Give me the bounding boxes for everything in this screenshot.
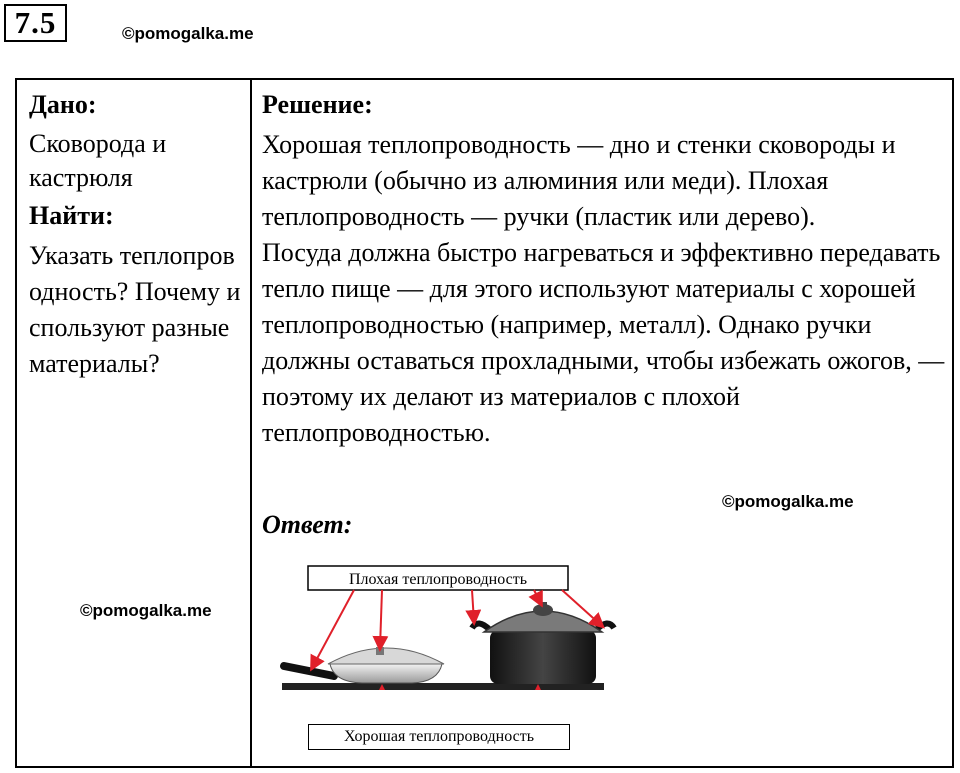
stove-surface [282,683,604,690]
watermark-top: ©pomogalka.me [122,24,254,43]
given-text: Сковорода и кастрюля [29,129,167,192]
solution-paragraph-2: Посуда должна быстро нагреваться и эффективно передавать тепло пище — для этого используют материалы с хорошей теплопроводностью (например, металл). Однако ручки должны оставаться прохладными, чтобы избежать ожогов, — поэтому их делают из материалов с плохой теплопроводностью. [262,238,945,447]
solution-heading: Решение: [262,90,373,119]
cooking-pot [472,602,614,684]
watermark-middle: ©pomogalka.me [722,492,854,511]
watermark-left: ©pomogalka.me [80,601,212,620]
column-divider [250,80,252,766]
solution-paragraph-1: Хорошая теплопроводность — дно и стенки сковороды и кастрюли (обычно из алюминия или меди). Плохая теплопроводность — ручки (пластик или дерево). [262,130,896,231]
frying-pan [284,647,444,683]
good-label-container [308,724,570,750]
poor-label: Плохая теплопроводность [348,571,528,588]
find-text: Указать теплопроводность? Почему используют разные материалы? [29,241,241,378]
given-heading: Дано: [29,90,97,119]
answer-figure [262,480,622,690]
answer-heading: Ответ: [262,510,353,539]
cookware-diagram [262,480,622,690]
solution-column [262,88,947,451]
exercise-number: 7.5 [4,4,67,42]
find-heading: Найти: [29,201,114,230]
given-column [29,88,244,382]
good-label: Хорошая теплопроводность [343,728,534,745]
